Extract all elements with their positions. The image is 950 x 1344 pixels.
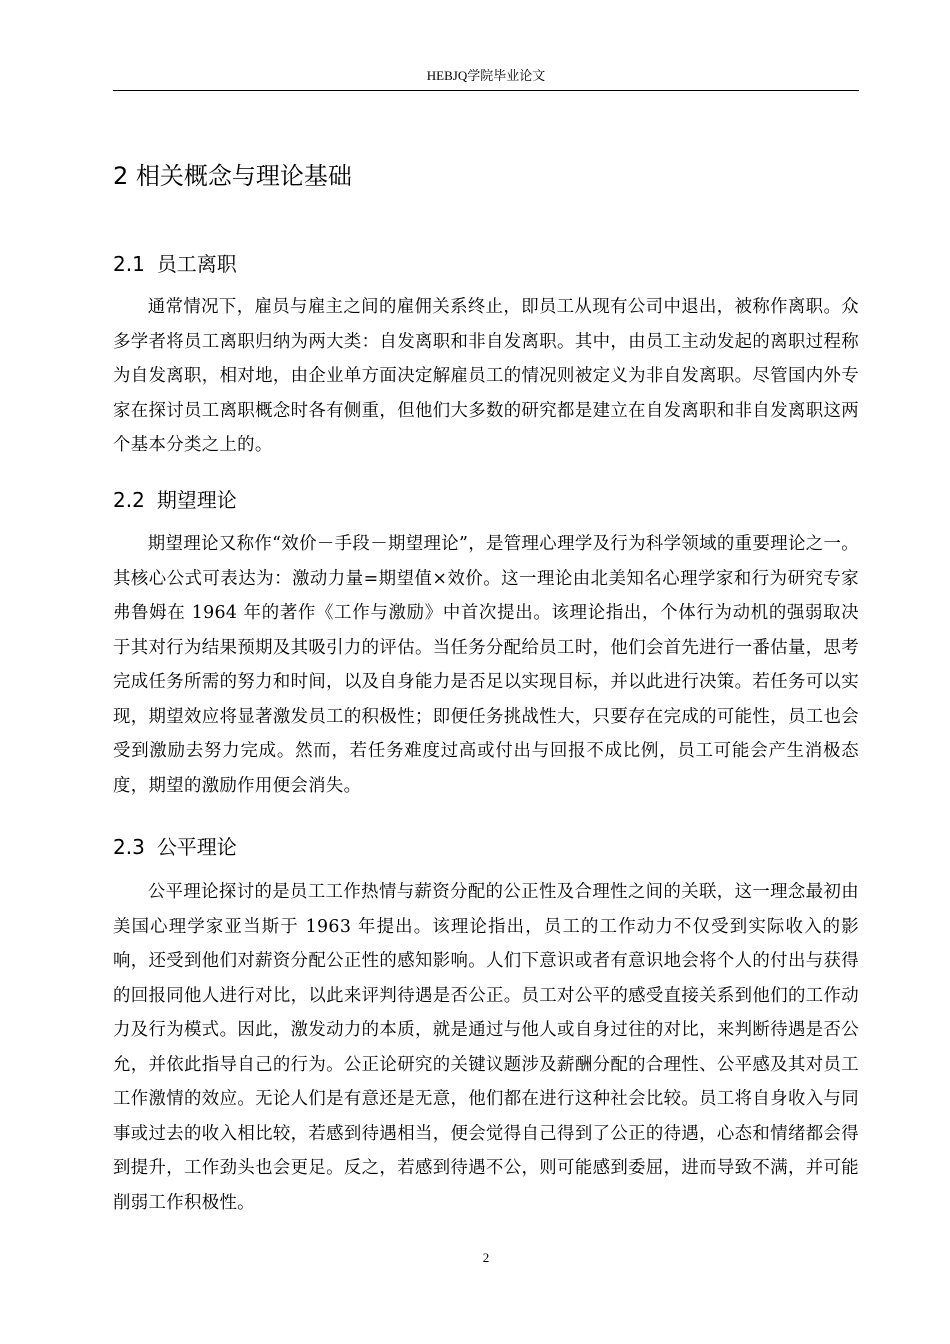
section-heading-2-2 bbox=[113, 484, 237, 516]
section-heading-2-1 bbox=[113, 248, 237, 280]
section-title: 员工离职 bbox=[156, 252, 237, 276]
page-number: 2 bbox=[482, 1250, 490, 1265]
section-title: 公平理论 bbox=[156, 835, 237, 859]
section-paragraph: 通常情况下，雇员与雇主之间的雇佣关系终止，即员工从现有公司中退出，被称作离职。众多学者将员工离职归纳为两大类：自发离职和非自发离职。其中，由员工主动发起的离职过程称为自发离职，相对地，由企业单方面决定解雇员工的情况则被定义为非自发离职。尽管国内外专家在探讨员工离职概念时各有侧重，但他们大多数的研究都是建立在自发离职和非自发离职这两个基本分类之上的。 bbox=[113, 297, 859, 455]
section-paragraph: 公平理论探讨的是员工工作热情与薪资分配的公正性及合理性之间的关联，这一理念最初由美国心理学家亚当斯于 1963 年提出。该理论指出，员工的工作动力不仅受到实际收入的影响，还受到他们对薪资分配公正性的感知影响。人们下意识或者有意识地会将个人的付出与获得的回报同他人进行对比，以此来评判待遇是否公正。员工对公平的感受直接关系到他们的工作动力及行为模式。因此，激发动力的本质，就是通过与他人或自身过往的对比，来判断待遇是否公允，并依此指导自己的行为。公正论研究的关键议题涉及薪酬分配的合理性、公平感及其对员工工作激情的效应。无论人们是有意还是无意，他们都在进行这种社会比较。员工将自身收入与同事或过去的收入相比较，若感到待遇相当，便会觉得自己得到了公正的待遇，心态和情绪都会得到提升，工作劲头也会更足。反之，若感到待遇不公，则可能感到委屈，进而导致不满，并可能削弱工作积极性。 bbox=[113, 882, 859, 1213]
section-number: 2.1 bbox=[113, 252, 145, 276]
section-paragraph: 期望理论又称作“效价－手段－期望理论”，是管理心理学及行为科学领域的重要理论之一。其核心公式可表达为：激动力量=期望值×效价。这一理论由北美知名心理学家和行为研究专家弗鲁姆在 1964 年的著作《工作与激励》中首次提出。该理论指出，个体行为动机的强弱取决于其对行为结果预期及其吸引力的评估。当任务分配给员工时，他们会首先进行一番估量，思考完成任务所需的努力和时间，以及自身能力是否足以实现目标，并以此进行决策。若任务可以实现，期望效应将显著激发员工的积极性；即便任务挑战性大，只要存在完成的可能性，员工也会受到激励去努力完成。然而，若任务难度过高或付出与回报不成比例，员工可能会产生消极态度，期望的激励作用便会消失。 bbox=[113, 534, 859, 796]
section-number: 2.2 bbox=[113, 488, 145, 512]
section-number: 2.3 bbox=[113, 835, 145, 859]
section-title: 期望理论 bbox=[156, 488, 237, 512]
page-header: HEBJQ学院毕业论文 bbox=[426, 68, 546, 83]
section-heading-2-3 bbox=[113, 831, 237, 863]
header-divider bbox=[113, 90, 859, 91]
chapter-title: 2 相关概念与理论基础 bbox=[113, 162, 352, 190]
